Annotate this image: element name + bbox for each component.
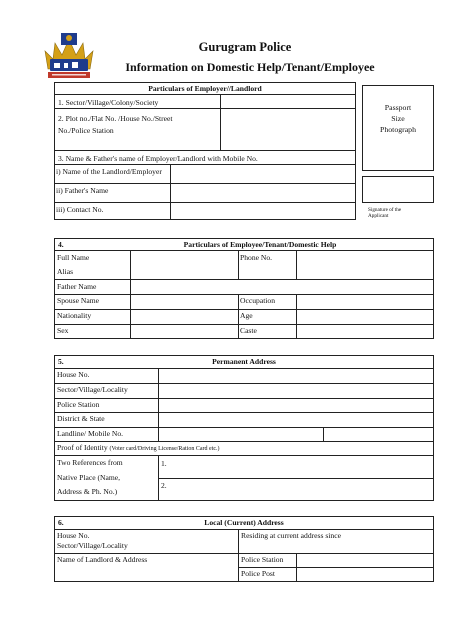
contact-no-label: iii) Contact No.: [56, 205, 104, 214]
sex-field[interactable]: [131, 325, 237, 338]
nationality-field[interactable]: [131, 310, 237, 323]
local-police-station-field[interactable]: [297, 554, 433, 567]
house-no-label: House No.: [57, 370, 90, 379]
full-name-field[interactable]: [131, 251, 237, 278]
caste-field[interactable]: [297, 325, 433, 338]
plot-no-field[interactable]: [221, 109, 355, 149]
document-subtitle: Information on Domestic Help/Tenant/Employee: [125, 60, 375, 74]
employee-section-number: 4.: [58, 240, 64, 249]
plot-no-label-line2: No./Police Station: [58, 126, 114, 135]
landlord-name-label: i) Name of the Landlord/Employer: [56, 167, 162, 176]
sector-village-label: 1. Sector/Village/Colony/Society: [58, 98, 159, 107]
district-state-label: District & State: [57, 414, 105, 423]
reference-1-number: 1.: [161, 459, 167, 468]
local-section-number: 6.: [58, 518, 64, 527]
local-police-station-label: Police Station: [241, 555, 284, 564]
reference-2-field[interactable]: [170, 479, 433, 500]
phone-no-label: Phone No.: [240, 253, 273, 262]
proof-of-identity-label: [57, 443, 220, 454]
references-label-line2: Native Place (Name,: [57, 473, 121, 482]
fathers-name-field[interactable]: [171, 184, 355, 201]
father-name-field[interactable]: [131, 280, 433, 293]
landlord-name-field[interactable]: [171, 165, 355, 182]
employer-name-heading: 3. Name & Father's name of Employer/Landlord with Mobile No.: [58, 154, 258, 163]
age-label: Age: [240, 311, 253, 320]
perm-house-no-field[interactable]: [159, 369, 433, 382]
references-label-line1: Two References from: [57, 458, 123, 467]
occupation-label: Occupation: [240, 296, 276, 305]
landlord-address-label: Name of Landlord & Address: [57, 555, 148, 564]
emblem-crest: [45, 33, 93, 78]
local-house-field[interactable]: [160, 530, 237, 552]
local-address-heading: Local (Current) Address: [204, 518, 284, 527]
contact-no-field[interactable]: [171, 203, 355, 219]
signature-label-line2: Applicant: [368, 213, 389, 219]
photo-label-size: Size: [391, 114, 405, 123]
landlord-address-field[interactable]: [160, 554, 237, 581]
employee-heading: Particulars of Employee/Tenant/Domestic Help: [183, 240, 337, 249]
alias-label: Alias: [57, 267, 74, 276]
perm-sector-field[interactable]: [159, 384, 433, 397]
nationality-label: Nationality: [57, 311, 92, 320]
perm-landline-field[interactable]: [159, 428, 323, 441]
perm-police-station-field[interactable]: [159, 399, 433, 412]
sex-label: Sex: [57, 326, 69, 335]
age-field[interactable]: [297, 310, 433, 323]
police-station-label: Police Station: [57, 400, 100, 409]
plot-no-label-line1: 2. Plot no./Flat No. /House No./Street: [58, 114, 173, 123]
references-label-line3: Address & Ph. No.): [57, 487, 118, 496]
residing-since-label: Residing at current address since: [241, 531, 341, 540]
document-title: Gurugram Police: [198, 40, 292, 54]
permanent-section-number: 5.: [58, 357, 64, 366]
reference-1-field[interactable]: [170, 456, 433, 477]
sector-locality-label: Sector/Village/Locality: [57, 385, 128, 394]
residing-since-field[interactable]: [239, 541, 433, 552]
haryana-police-logo: [40, 29, 98, 81]
landline-mobile-label: Landline/ Mobile No.: [57, 429, 124, 438]
caste-label: Caste: [240, 326, 257, 335]
proof-note-text: (Voter card/Driving License/Ration Card etc.): [109, 446, 220, 452]
signature-label-line1: Signature of the: [368, 207, 402, 213]
local-sector-label: Sector/Village/Locality: [57, 541, 128, 550]
sector-village-field[interactable]: [221, 95, 355, 108]
photo-label-photograph: Photograph: [380, 125, 416, 134]
local-police-post-label: Police Post: [241, 569, 275, 578]
perm-district-field[interactable]: [159, 413, 433, 426]
local-house-no-label: House No.: [57, 531, 90, 540]
proof-label-text: Proof of Identity: [57, 443, 108, 452]
occupation-field[interactable]: [297, 295, 433, 308]
signature-box[interactable]: [362, 176, 434, 203]
employer-heading: Particulars of Employer//Landlord: [148, 84, 262, 93]
phone-no-field[interactable]: [297, 251, 433, 278]
permanent-address-heading: Permanent Address: [212, 357, 276, 366]
father-name-label: Father Name: [57, 282, 97, 291]
local-police-post-field[interactable]: [297, 568, 433, 581]
fathers-name-label: ii) Father's Name: [56, 186, 109, 195]
spouse-name-field[interactable]: [131, 295, 237, 308]
photo-label-passport: Passport: [384, 103, 412, 112]
perm-mobile-field[interactable]: [324, 428, 433, 441]
spouse-name-label: Spouse Name: [57, 296, 99, 305]
reference-2-number: 2.: [161, 481, 167, 490]
full-name-label: Full Name: [57, 253, 90, 262]
